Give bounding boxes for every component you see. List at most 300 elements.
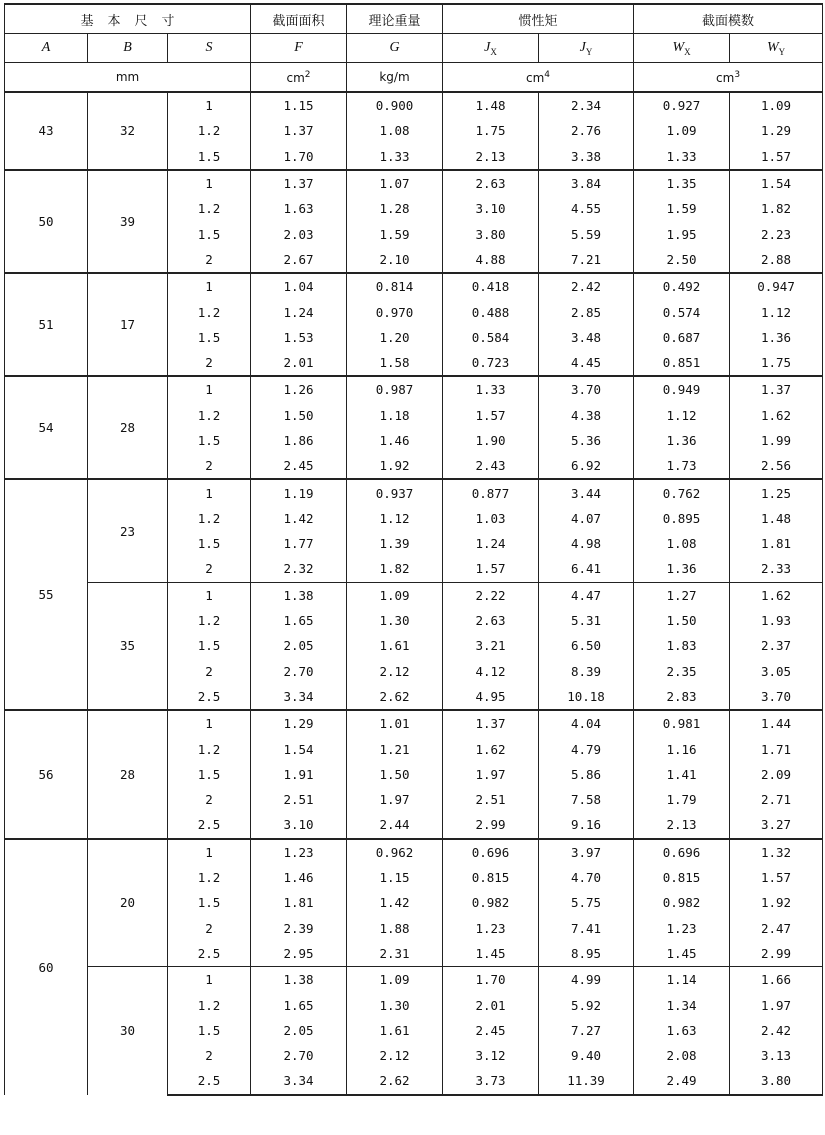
cell-G: 1.28 (347, 196, 443, 221)
symbol-B: B (88, 34, 168, 63)
cell-Jy: 4.47 (539, 582, 634, 608)
cell-Jx: 0.418 (443, 273, 539, 299)
symbol-Jy-base: J (579, 39, 586, 55)
cell-F: 3.34 (251, 1068, 347, 1094)
cell-F: 2.51 (251, 787, 347, 812)
cell-B: 17 (88, 273, 168, 376)
cell-S: 2 (168, 350, 251, 376)
cell-B: 35 (88, 582, 168, 710)
cell-G: 2.31 (347, 941, 443, 967)
unit-mm: mm (5, 63, 251, 93)
cell-B: 23 (88, 479, 168, 582)
cell-Jy: 4.04 (539, 710, 634, 736)
cell-Wy: 2.37 (730, 633, 823, 658)
cell-S: 1.5 (168, 428, 251, 453)
cell-F: 1.65 (251, 992, 347, 1017)
cell-S: 1 (168, 710, 251, 736)
cell-G: 0.987 (347, 376, 443, 402)
cell-Jx: 3.73 (443, 1068, 539, 1094)
cell-Jx: 2.22 (443, 582, 539, 608)
cell-G: 1.97 (347, 787, 443, 812)
cell-G: 2.10 (347, 247, 443, 273)
symbol-A: A (5, 34, 88, 63)
cell-S: 1.2 (168, 506, 251, 531)
cell-Wy: 1.54 (730, 170, 823, 196)
cell-Wx: 0.895 (634, 506, 730, 531)
section-properties-table (4, 3, 823, 1096)
table-row (5, 479, 823, 505)
cell-Wx: 2.08 (634, 1043, 730, 1068)
cell-Jy: 4.07 (539, 506, 634, 531)
cell-Jy: 3.48 (539, 325, 634, 350)
cell-Wy: 1.48 (730, 506, 823, 531)
cell-F: 3.34 (251, 684, 347, 710)
cell-S: 1.5 (168, 221, 251, 246)
symbol-Jx-base: J (484, 39, 491, 55)
cell-G: 2.62 (347, 1068, 443, 1094)
cell-A: 54 (5, 376, 88, 479)
cell-S: 1.2 (168, 403, 251, 428)
cell-Jy: 5.92 (539, 992, 634, 1017)
cell-Jy: 3.97 (539, 839, 634, 865)
cell-Wx: 1.14 (634, 967, 730, 993)
cell-Jx: 2.01 (443, 992, 539, 1017)
cell-F: 1.37 (251, 118, 347, 143)
cell-Jx: 2.43 (443, 453, 539, 479)
cell-Jx: 4.12 (443, 659, 539, 684)
cell-Wx: 1.83 (634, 633, 730, 658)
cell-G: 0.962 (347, 839, 443, 865)
cell-Jy: 4.99 (539, 967, 634, 993)
cell-G: 1.61 (347, 1018, 443, 1043)
cell-Jx: 2.51 (443, 787, 539, 812)
cell-Wx: 1.34 (634, 992, 730, 1017)
cell-B: 32 (88, 92, 168, 170)
cell-Jx: 3.21 (443, 633, 539, 658)
cell-Jx: 1.37 (443, 710, 539, 736)
cell-G: 1.30 (347, 992, 443, 1017)
cell-Jy: 7.27 (539, 1018, 634, 1043)
cell-Wy: 2.47 (730, 916, 823, 941)
cell-Wx: 0.492 (634, 273, 730, 299)
cell-Wx: 1.41 (634, 762, 730, 787)
unit-G: kg/m (347, 63, 443, 93)
cell-Wx: 1.33 (634, 144, 730, 170)
cell-S: 1.2 (168, 865, 251, 890)
cell-F: 2.67 (251, 247, 347, 273)
symbol-G: G (347, 34, 443, 63)
cell-Jy: 9.40 (539, 1043, 634, 1068)
cell-Wx: 1.35 (634, 170, 730, 196)
cell-Jx: 0.877 (443, 479, 539, 505)
cell-Jy: 4.98 (539, 531, 634, 556)
cell-Jx: 1.75 (443, 118, 539, 143)
cell-F: 1.53 (251, 325, 347, 350)
cell-Jy: 5.86 (539, 762, 634, 787)
cell-Jx: 1.97 (443, 762, 539, 787)
cell-Wx: 2.13 (634, 812, 730, 838)
cell-S: 1 (168, 582, 251, 608)
cell-Wx: 0.949 (634, 376, 730, 402)
cell-F: 1.77 (251, 531, 347, 556)
cell-Wx: 1.08 (634, 531, 730, 556)
cell-Wx: 1.63 (634, 1018, 730, 1043)
cell-Jx: 0.488 (443, 299, 539, 324)
cell-Jx: 1.62 (443, 736, 539, 761)
cell-G: 1.82 (347, 556, 443, 582)
cell-Wx: 0.927 (634, 92, 730, 118)
cell-Wx: 1.36 (634, 428, 730, 453)
symbol-Wy-base: W (766, 39, 779, 55)
cell-Wx: 1.09 (634, 118, 730, 143)
cell-B: 20 (88, 839, 168, 967)
cell-F: 2.39 (251, 916, 347, 941)
cell-S: 2 (168, 659, 251, 684)
cell-Wx: 1.50 (634, 608, 730, 633)
section-properties-table-container (4, 3, 822, 1096)
cell-Jy: 4.45 (539, 350, 634, 376)
cell-Wy: 1.82 (730, 196, 823, 221)
cell-Wy: 3.70 (730, 684, 823, 710)
cell-Wx: 2.49 (634, 1068, 730, 1094)
cell-G: 1.09 (347, 967, 443, 993)
cell-Jy: 4.70 (539, 865, 634, 890)
cell-Jy: 2.42 (539, 273, 634, 299)
cell-Wx: 0.981 (634, 710, 730, 736)
cell-Jy: 5.31 (539, 608, 634, 633)
cell-Wy: 3.27 (730, 812, 823, 838)
symbol-Jx (443, 34, 539, 63)
cell-G: 1.88 (347, 916, 443, 941)
cell-S: 1.2 (168, 736, 251, 761)
cell-Jy: 2.85 (539, 299, 634, 324)
section-area-header: 截面面积 (251, 4, 347, 34)
cell-Wx: 0.982 (634, 890, 730, 915)
cell-G: 1.39 (347, 531, 443, 556)
cell-Jy: 3.38 (539, 144, 634, 170)
cell-Jy: 6.92 (539, 453, 634, 479)
cell-F: 1.26 (251, 376, 347, 402)
symbol-Wy (730, 34, 823, 63)
cell-Jx: 2.63 (443, 608, 539, 633)
unit-W-exponent: 3 (734, 69, 741, 80)
cell-G: 2.44 (347, 812, 443, 838)
cell-Wy: 1.71 (730, 736, 823, 761)
unit-W-base: cm (716, 70, 735, 85)
cell-S: 1 (168, 92, 251, 118)
cell-F: 1.37 (251, 170, 347, 196)
cell-G: 1.15 (347, 865, 443, 890)
table-row (5, 839, 823, 865)
cell-G: 1.33 (347, 144, 443, 170)
table-row (5, 92, 823, 118)
cell-G: 1.50 (347, 762, 443, 787)
cell-Jx: 1.90 (443, 428, 539, 453)
unit-F-exponent: 2 (304, 69, 311, 80)
cell-Wx: 1.95 (634, 221, 730, 246)
cell-A: 50 (5, 170, 88, 273)
cell-Jy: 5.36 (539, 428, 634, 453)
cell-Wy: 1.44 (730, 710, 823, 736)
table-row (5, 170, 823, 196)
symbol-Jy-subscript: Y (585, 46, 593, 57)
cell-Wx: 0.574 (634, 299, 730, 324)
cell-S: 1.5 (168, 144, 251, 170)
cell-S: 1.5 (168, 762, 251, 787)
cell-F: 2.95 (251, 941, 347, 967)
cell-Wy: 1.81 (730, 531, 823, 556)
cell-Jy: 6.41 (539, 556, 634, 582)
cell-Wy: 2.99 (730, 941, 823, 967)
cell-G: 0.937 (347, 479, 443, 505)
cell-Jy: 3.70 (539, 376, 634, 402)
cell-Wy: 2.56 (730, 453, 823, 479)
cell-S: 1.5 (168, 531, 251, 556)
cell-Jx: 0.584 (443, 325, 539, 350)
cell-F: 2.05 (251, 633, 347, 658)
cell-Jy: 9.16 (539, 812, 634, 838)
symbol-Jx-subscript: X (490, 46, 497, 57)
moment-of-inertia-header: 惯性矩 (443, 4, 634, 34)
cell-S: 2.5 (168, 941, 251, 967)
cell-S: 1 (168, 967, 251, 993)
cell-Jx: 1.03 (443, 506, 539, 531)
cell-Jx: 2.63 (443, 170, 539, 196)
cell-S: 1 (168, 170, 251, 196)
cell-S: 1.5 (168, 325, 251, 350)
cell-B: 28 (88, 710, 168, 838)
cell-F: 1.15 (251, 92, 347, 118)
symbol-Wx (634, 34, 730, 63)
cell-F: 1.63 (251, 196, 347, 221)
cell-Wx: 1.23 (634, 916, 730, 941)
cell-B: 30 (88, 967, 168, 1095)
unit-J (443, 63, 634, 93)
cell-F: 1.38 (251, 967, 347, 993)
symbol-Wx-base: W (672, 39, 685, 55)
cell-Wy: 1.62 (730, 403, 823, 428)
cell-Wy: 0.947 (730, 273, 823, 299)
section-modulus-header: 截面模数 (634, 4, 823, 34)
cell-Wx: 1.27 (634, 582, 730, 608)
cell-Jy: 8.39 (539, 659, 634, 684)
cell-B: 39 (88, 170, 168, 273)
cell-S: 1.5 (168, 890, 251, 915)
cell-Wx: 0.696 (634, 839, 730, 865)
cell-S: 2 (168, 787, 251, 812)
cell-F: 1.46 (251, 865, 347, 890)
cell-S: 1 (168, 376, 251, 402)
symbol-Wx-subscript: X (684, 46, 691, 57)
cell-Wy: 1.29 (730, 118, 823, 143)
cell-Wy: 2.88 (730, 247, 823, 273)
cell-B: 28 (88, 376, 168, 479)
cell-G: 1.21 (347, 736, 443, 761)
cell-Jy: 6.50 (539, 633, 634, 658)
cell-Wy: 1.25 (730, 479, 823, 505)
unit-W (634, 63, 823, 93)
cell-A: 43 (5, 92, 88, 170)
cell-Wy: 1.97 (730, 992, 823, 1017)
theoretical-weight-header: 理论重量 (347, 4, 443, 34)
cell-Jy: 11.39 (539, 1068, 634, 1094)
cell-F: 1.70 (251, 144, 347, 170)
cell-F: 1.50 (251, 403, 347, 428)
cell-Jx: 3.12 (443, 1043, 539, 1068)
header-row-symbols (5, 34, 823, 63)
cell-Jy: 2.76 (539, 118, 634, 143)
cell-F: 2.05 (251, 1018, 347, 1043)
unit-J-exponent: 4 (544, 69, 551, 80)
cell-Wx: 2.35 (634, 659, 730, 684)
cell-Jy: 5.59 (539, 221, 634, 246)
cell-S: 1.2 (168, 992, 251, 1017)
cell-Wy: 2.09 (730, 762, 823, 787)
cell-G: 0.970 (347, 299, 443, 324)
cell-Jx: 2.13 (443, 144, 539, 170)
cell-A: 51 (5, 273, 88, 376)
cell-F: 2.70 (251, 1043, 347, 1068)
cell-G: 1.18 (347, 403, 443, 428)
table-row (5, 273, 823, 299)
cell-S: 2.5 (168, 812, 251, 838)
unit-F-base: cm (286, 70, 305, 85)
cell-G: 1.12 (347, 506, 443, 531)
cell-G: 1.46 (347, 428, 443, 453)
cell-S: 1.5 (168, 1018, 251, 1043)
cell-S: 2.5 (168, 1068, 251, 1094)
cell-Wx: 0.687 (634, 325, 730, 350)
cell-G: 1.92 (347, 453, 443, 479)
cell-Wy: 1.57 (730, 865, 823, 890)
cell-G: 2.62 (347, 684, 443, 710)
cell-Wx: 1.73 (634, 453, 730, 479)
cell-Jx: 1.24 (443, 531, 539, 556)
cell-S: 1.5 (168, 633, 251, 658)
cell-S: 2 (168, 453, 251, 479)
cell-G: 1.07 (347, 170, 443, 196)
cell-Jx: 1.48 (443, 92, 539, 118)
cell-Jy: 4.79 (539, 736, 634, 761)
cell-S: 1.2 (168, 299, 251, 324)
cell-Wy: 1.75 (730, 350, 823, 376)
cell-G: 0.814 (347, 273, 443, 299)
table-row (5, 376, 823, 402)
cell-Wy: 2.42 (730, 1018, 823, 1043)
unit-J-base: cm (526, 70, 545, 85)
cell-Wy: 1.12 (730, 299, 823, 324)
cell-Wx: 0.815 (634, 865, 730, 890)
cell-Wy: 3.05 (730, 659, 823, 684)
cell-Wx: 1.59 (634, 196, 730, 221)
basic-dimensions-header: 基本尺寸 (5, 4, 251, 34)
cell-A: 55 (5, 479, 88, 710)
cell-Wy: 1.92 (730, 890, 823, 915)
cell-Jy: 5.75 (539, 890, 634, 915)
cell-Wy: 1.57 (730, 144, 823, 170)
cell-S: 2 (168, 556, 251, 582)
cell-Jy: 4.55 (539, 196, 634, 221)
header-row-titles (5, 4, 823, 34)
cell-G: 1.58 (347, 350, 443, 376)
cell-F: 2.01 (251, 350, 347, 376)
cell-S: 2 (168, 916, 251, 941)
cell-Wy: 1.32 (730, 839, 823, 865)
cell-S: 2.5 (168, 684, 251, 710)
cell-F: 1.38 (251, 582, 347, 608)
cell-Jx: 1.57 (443, 556, 539, 582)
cell-S: 1 (168, 839, 251, 865)
cell-Wy: 1.37 (730, 376, 823, 402)
cell-Jy: 7.21 (539, 247, 634, 273)
table-row (5, 710, 823, 736)
cell-G: 1.09 (347, 582, 443, 608)
cell-Jy: 3.84 (539, 170, 634, 196)
cell-Jx: 3.10 (443, 196, 539, 221)
symbol-Wy-subscript: Y (778, 46, 786, 57)
cell-S: 2 (168, 1043, 251, 1068)
cell-G: 1.42 (347, 890, 443, 915)
cell-A: 56 (5, 710, 88, 838)
cell-G: 1.30 (347, 608, 443, 633)
cell-Wx: 1.79 (634, 787, 730, 812)
cell-Jy: 3.44 (539, 479, 634, 505)
cell-Jx: 1.33 (443, 376, 539, 402)
cell-F: 1.65 (251, 608, 347, 633)
cell-S: 1 (168, 479, 251, 505)
cell-F: 1.81 (251, 890, 347, 915)
table-row (5, 967, 823, 993)
cell-Wy: 1.36 (730, 325, 823, 350)
cell-F: 3.10 (251, 812, 347, 838)
cell-Wy: 1.66 (730, 967, 823, 993)
cell-Jx: 3.80 (443, 221, 539, 246)
cell-Wx: 1.45 (634, 941, 730, 967)
cell-Jx: 0.723 (443, 350, 539, 376)
cell-Jy: 2.34 (539, 92, 634, 118)
symbol-Jy (539, 34, 634, 63)
cell-Jx: 4.88 (443, 247, 539, 273)
cell-Jx: 0.982 (443, 890, 539, 915)
cell-Jx: 1.23 (443, 916, 539, 941)
cell-G: 1.01 (347, 710, 443, 736)
cell-F: 1.19 (251, 479, 347, 505)
cell-Wy: 1.99 (730, 428, 823, 453)
cell-G: 1.61 (347, 633, 443, 658)
cell-F: 1.86 (251, 428, 347, 453)
cell-Wx: 1.36 (634, 556, 730, 582)
cell-Wy: 3.13 (730, 1043, 823, 1068)
cell-G: 1.08 (347, 118, 443, 143)
cell-Jx: 1.57 (443, 403, 539, 428)
cell-F: 1.24 (251, 299, 347, 324)
table-body (5, 92, 823, 1095)
unit-F (251, 63, 347, 93)
cell-F: 2.03 (251, 221, 347, 246)
cell-Jx: 1.45 (443, 941, 539, 967)
cell-Jx: 0.696 (443, 839, 539, 865)
cell-F: 2.45 (251, 453, 347, 479)
cell-Jy: 7.41 (539, 916, 634, 941)
cell-A: 60 (5, 839, 88, 1095)
cell-Wx: 0.762 (634, 479, 730, 505)
cell-Wx: 1.16 (634, 736, 730, 761)
cell-Jx: 1.70 (443, 967, 539, 993)
cell-Wy: 1.93 (730, 608, 823, 633)
cell-Jx: 4.95 (443, 684, 539, 710)
cell-Wy: 2.71 (730, 787, 823, 812)
cell-S: 1.2 (168, 608, 251, 633)
